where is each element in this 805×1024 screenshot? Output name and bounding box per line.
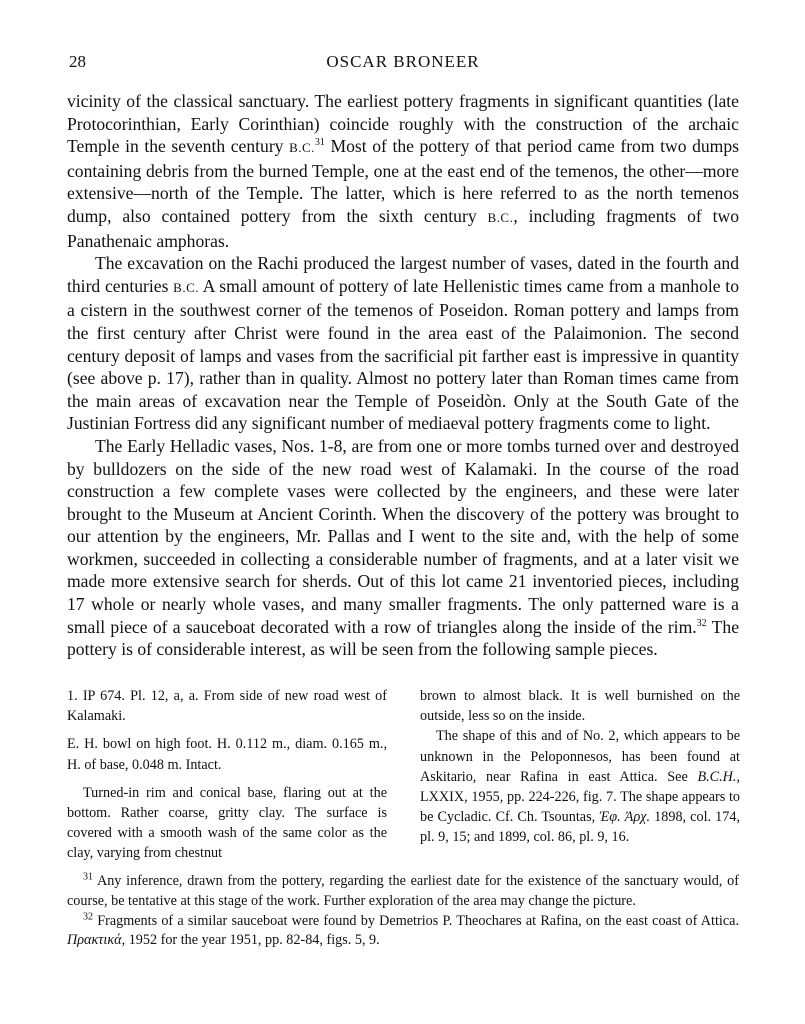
catalogue-description: Turned-in rim and conical base, flaring out at the bottom. Rather coarse, gritty clay. The surface is covered with a smooth wash of the same color as the clay, varying from chestnut — [67, 784, 387, 862]
catalogue-description-continued: brown to almost black. It is well burnished on the outside, less so on the inside. — [420, 688, 740, 725]
footnote-32: $^{32}$ Fragments of a similar sauceboat were found by Demetrios P. Theochares at Rafina, on the east coast of Attica. Πρακτικά, 1952 for the year 1951, pp. 82-84, figs. 5, 9. — [67, 910, 739, 949]
catalogue-right-column — [420, 686, 740, 848]
catalogue-dimensions: E. H. bowl on high foot. H. 0.112 m., diam. 0.165 m., H. of base, 0.048 m. Intact. — [67, 736, 387, 773]
running-header — [67, 52, 739, 76]
catalogue-left-column — [67, 686, 387, 872]
paragraph-3: The Early Helladic vases, Nos. 1-8, are from one or more tombs turned over and destroyed by bulldozers on the side of the new road west of Kalamaki. In the course of the road construction a few complete vases were collected by the engineers, and these were later brought to the Museum at Ancient Corinth. When the discovery of the pottery was brought to our attention by the engineers, Mr. Pallas and I went to the site and, with the help of some workmen, succeeded in collecting a considerable number of fragments, and at a later visit we made more extensive search for sherds. Out of this lot came 21 inventoried pieces, including 17 whole or nearly whole vases, and many smaller fragments. The only patterned ware is a small piece of a sauceboat decorated with a row of triangles along the inside of the rim.$^{32}$ The pottery is of considerable interest, as will be seen from the following sample pieces. — [67, 435, 740, 660]
footnote-ref-31[interactable]: 31 — [314, 137, 325, 149]
footnote-31: $^{31}$ Any inference, drawn from the pottery, regarding the earliest date for the existence of the sanctuary would, of course, be tentative at this stage of the work. Further exploration of the area may change the picture. — [67, 871, 739, 909]
page-number: 28 — [69, 52, 86, 71]
catalogue-entry — [67, 686, 739, 866]
paragraph-2: The excavation on the Rachi produced the largest number of vases, dated in the fourth and third centuries B.C. A small amount of pottery of late Hellenistic times came from a manhole to a cistern in the southwest corner of the temenos of Poseidon. Roman pottery and lamps from the first century after Christ were found in the area east of the Palaimonion. The second century deposit of lamps and vases from the sacrificial pit farther east is impressive in quantity (see above p. 17), rather than in quality. Almost no pottery later than Roman times came from the main areas of excavation near the Temple of Poseidòn. Only at the South Gate of the Justinian Fortress did any significant number of mediaeval pottery fragments come to light. — [67, 253, 739, 434]
running-title: OSCAR BRONEER — [326, 52, 480, 71]
paragraph-1: vicinity of the classical sanctuary. The earliest pottery fragments in significant quantities (late Protocorinthian, Early Corinthian) coincide roughly with the construction of the archaic Temple in the seventh century B.C.$^{31}$ Most of the pottery of that period came from two dumps containing debris from the burned Temple, one at the east end of the temenos, the other—more extensive—north of the Temple. The latter, which is here referred to as the north temenos dump, also contained pottery from the sixth century B.C., including fragments of two Panathenaic amphoras. — [67, 91, 739, 251]
catalogue-heading: 1. IP 674. Pl. 12, a, a. From side of new road west of Kalamaki. — [67, 688, 387, 725]
main-text — [67, 90, 739, 661]
footnote-ref-32[interactable]: 32 — [696, 617, 707, 629]
catalogue-shape-note: The shape of this and of No. 2, which appears to be unknown in the Peloponnesos, has been found at Askitario, near Rafina in east Attica. See B.C.H., LXXIX, 1955, pp. 224-226, fig. 7. The shape appears to be Cycladic. Cf. Ch. Tsountas, Ἐφ. Ἀρχ. 1898, col. 174, pl. 9, 15; and 1899, col. 86, pl. 9, 16. — [420, 728, 740, 846]
footnotes — [67, 872, 739, 951]
